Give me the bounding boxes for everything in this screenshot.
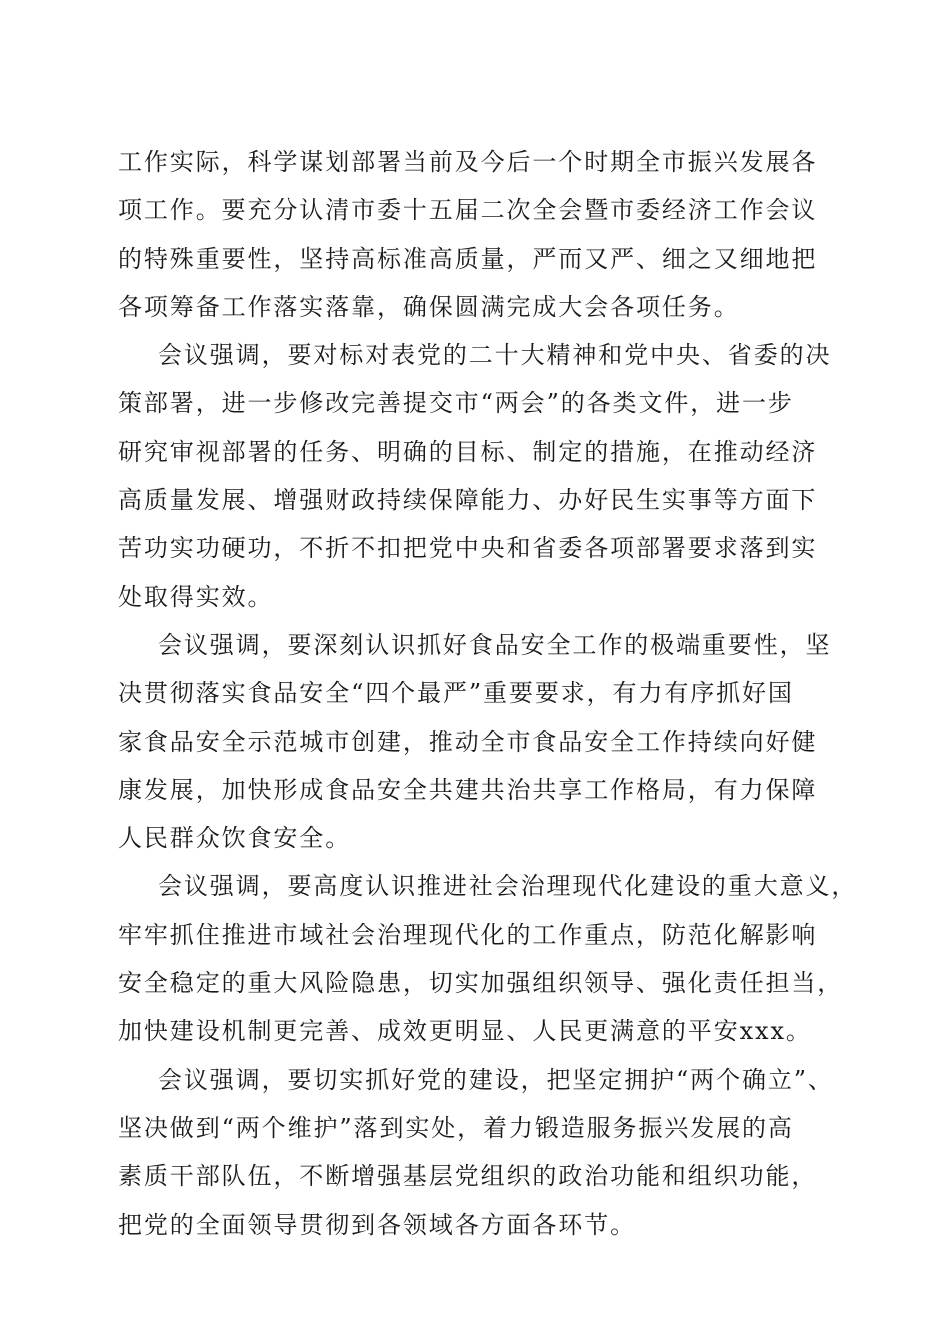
text-line: 处取得实效。 xyxy=(118,582,274,611)
text-line: 牢牢抓住推进市域社会治理现代化的工作重点，防范化解影响 xyxy=(118,920,818,949)
text-line: 会议强调，要对标对表党的二十大精神和党中央、省委的决 xyxy=(158,341,832,370)
text-line: 安全稳定的重大风险隐患，切实加强组织领导、强化责任担当， xyxy=(118,969,844,998)
text-line: 把党的全面领导贯彻到各领域各方面各环节。 xyxy=(118,1210,636,1239)
paragraph-2 xyxy=(118,331,832,621)
text-line: 会议强调，要高度认识推进社会治理现代化建设的重大意义， xyxy=(158,872,858,901)
text-line: 素质干部队伍，不断增强基层党组织的政治功能和组织功能， xyxy=(118,1162,818,1191)
text-line: 人民群众饮食安全。 xyxy=(118,824,352,853)
text-line: 加快建设机制更完善、成效更明显、人民更满意的平安xxx。 xyxy=(118,1017,812,1046)
text-line: 康发展，加快形成食品安全共建共治共享工作格局，有力保障 xyxy=(118,775,818,804)
text-line: 研究审视部署的任务、明确的目标、制定的措施，在推动经济 xyxy=(118,437,818,466)
text-line: 项工作。要充分认清市委十五届二次全会暨市委经济工作会议 xyxy=(118,196,818,225)
text-line: 会议强调，要切实抓好党的建设，把坚定拥护“两个确立”、 xyxy=(158,1065,834,1094)
paragraph-3 xyxy=(118,621,832,862)
text-line: 的特殊重要性，坚持高标准高质量，严而又严、细之又细地把 xyxy=(118,244,818,273)
text-line: 家食品安全示范城市创建，推动全市食品安全工作持续向好健 xyxy=(118,727,818,756)
text-line: 会议强调，要深刻认识抓好食品安全工作的极端重要性，坚 xyxy=(158,630,832,659)
paragraph-5 xyxy=(118,1056,832,1249)
text-line: 坚决做到“两个维护”落到实处，着力锻造服务振兴发展的高 xyxy=(118,1113,794,1142)
text-line: 苦功实功硬功，不折不扣把党中央和省委各项部署要求落到实 xyxy=(118,534,818,563)
paragraph-4 xyxy=(118,862,858,1055)
paragraph-1 xyxy=(118,138,832,331)
text-line: 工作实际，科学谋划部署当前及今后一个时期全市振兴发展各 xyxy=(118,148,818,176)
text-line: 各项筹备工作落实落靠，确保圆满完成大会各项任务。 xyxy=(118,292,740,321)
text-line: 决贯彻落实食品安全“四个最严”重要要求，有力有序抓好国 xyxy=(118,679,794,708)
text-line: 策部署，进一步修改完善提交市“两会”的各类文件，进一步 xyxy=(118,389,794,418)
text-line: 高质量发展、增强财政持续保障能力、办好民生实事等方面下 xyxy=(118,486,818,515)
document-body xyxy=(118,138,858,1249)
